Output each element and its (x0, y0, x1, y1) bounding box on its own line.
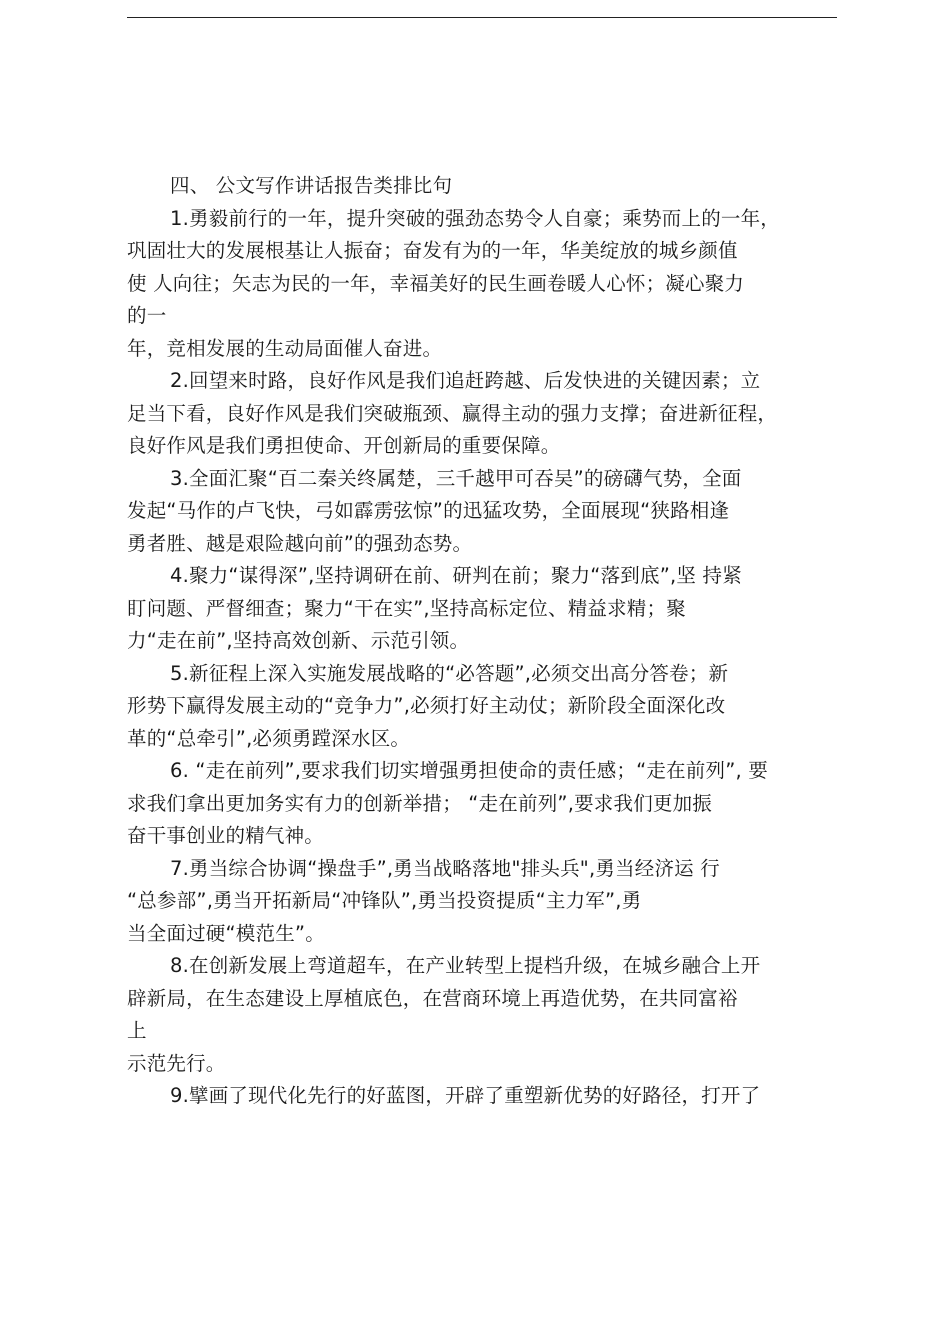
paragraph-line: 1.勇毅前行的一年，提升突破的强劲态势令人自豪；乘势而上的一年， (170, 206, 781, 230)
paragraph-5 (127, 658, 857, 756)
section-heading: 四、 公文写作讲话报告类排比句 (170, 174, 453, 197)
paragraph-line: 9.擘画了现代化先行的好蓝图，开辟了重塑新优势的好路径，打开了 (170, 1084, 761, 1107)
paragraph-line: 示范先行。 (127, 1051, 226, 1075)
paragraph-4 (127, 560, 857, 658)
paragraph-line: 形势下赢得发展主动的“竞争力”,必须打好主动仗；新阶段全面深化改 (127, 694, 726, 717)
paragraph-line: 革的“总牵引”,必须勇蹚深水区。 (127, 726, 411, 750)
paragraph-line: 6. “走在前列”,要求我们切实增强勇担使命的责任感；“走在前列”, 要 (170, 759, 769, 782)
paragraph-line: 足当下看，良好作风是我们突破瓶颈、赢得主动的强力支撑；奋进新征程， (127, 401, 778, 425)
paragraph-line: 盯问题、严督细查；聚力“干在实”,坚持高标定位、精益求精；聚 (127, 596, 686, 620)
paragraph-line: 当全面过硬“模范生”。 (127, 921, 325, 945)
paragraph-line: 奋干事创业的精气神。 (127, 824, 325, 847)
header-rule (127, 17, 837, 18)
paragraph-3 (127, 463, 857, 561)
paragraph-2 (127, 365, 857, 463)
paragraph-line: 上 (127, 1019, 147, 1042)
paragraph-line: 年，竞相发展的生动局面催人奋进。 (127, 336, 443, 360)
paragraph-line: 8.在创新发展上弯道超车，在产业转型上提档升级，在城乡融合上开 (170, 954, 761, 977)
paragraph-line: 4.聚力“谋得深”,坚持调研在前、研判在前；聚力“落到底”,坚 持紧 (170, 564, 742, 587)
paragraph-7 (127, 853, 857, 951)
paragraph-line: “总参部”,勇当开拓新局“冲锋队”,勇当投资提质“主力军”,勇 (127, 889, 642, 912)
paragraph-line: 2.回望来时路，良好作风是我们追赶跨越、后发快进的关键因素；立 (170, 369, 761, 392)
paragraph-line: 良好作风是我们勇担使命、开创新局的重要保障。 (127, 434, 561, 457)
paragraph-line: 使 人向往；矢志为民的一年，幸福美好的民生画卷暖人心怀；凝心聚力 (127, 271, 745, 295)
paragraph-line: 的一 (127, 304, 167, 327)
paragraph-9 (127, 1080, 857, 1113)
paragraph-line: 7.勇当综合协调“操盘手”,勇当战略落地"排头兵",勇当经济运 行 (170, 856, 720, 880)
paragraph-8 (127, 950, 857, 1080)
paragraph-line: 发起“马作的卢飞快，弓如霹雳弦惊”的迅猛攻势，全面展现“狭路相逢 (127, 499, 730, 522)
paragraph-line: 5.新征程上深入实施发展战略的“必答题”,必须交出高分答卷；新 (170, 661, 729, 685)
paragraph-line: 巩固壮大的发展根基让人振奋；奋发有为的一年，华美绽放的城乡颜值 (127, 239, 738, 262)
paragraph-line: 勇者胜、越是艰险越向前”的强劲态势。 (127, 531, 473, 555)
paragraph-line: 3.全面汇聚“百二秦关终属楚，三千越甲可吞吴”的磅礴气势，全面 (170, 466, 742, 490)
paragraph-6 (127, 755, 857, 853)
paragraph-line: 力“走在前”,坚持高效创新、示范引领。 (127, 629, 470, 652)
paragraph-line: 辟新局，在生态建设上厚植底色，在营商环境上再造优势，在共同富裕 (127, 986, 738, 1010)
paragraph-line: 求我们拿出更加务实有力的创新举措； “走在前列”,要求我们更加振 (127, 791, 713, 815)
paragraph-1 (127, 203, 857, 366)
document-body (127, 170, 857, 1113)
